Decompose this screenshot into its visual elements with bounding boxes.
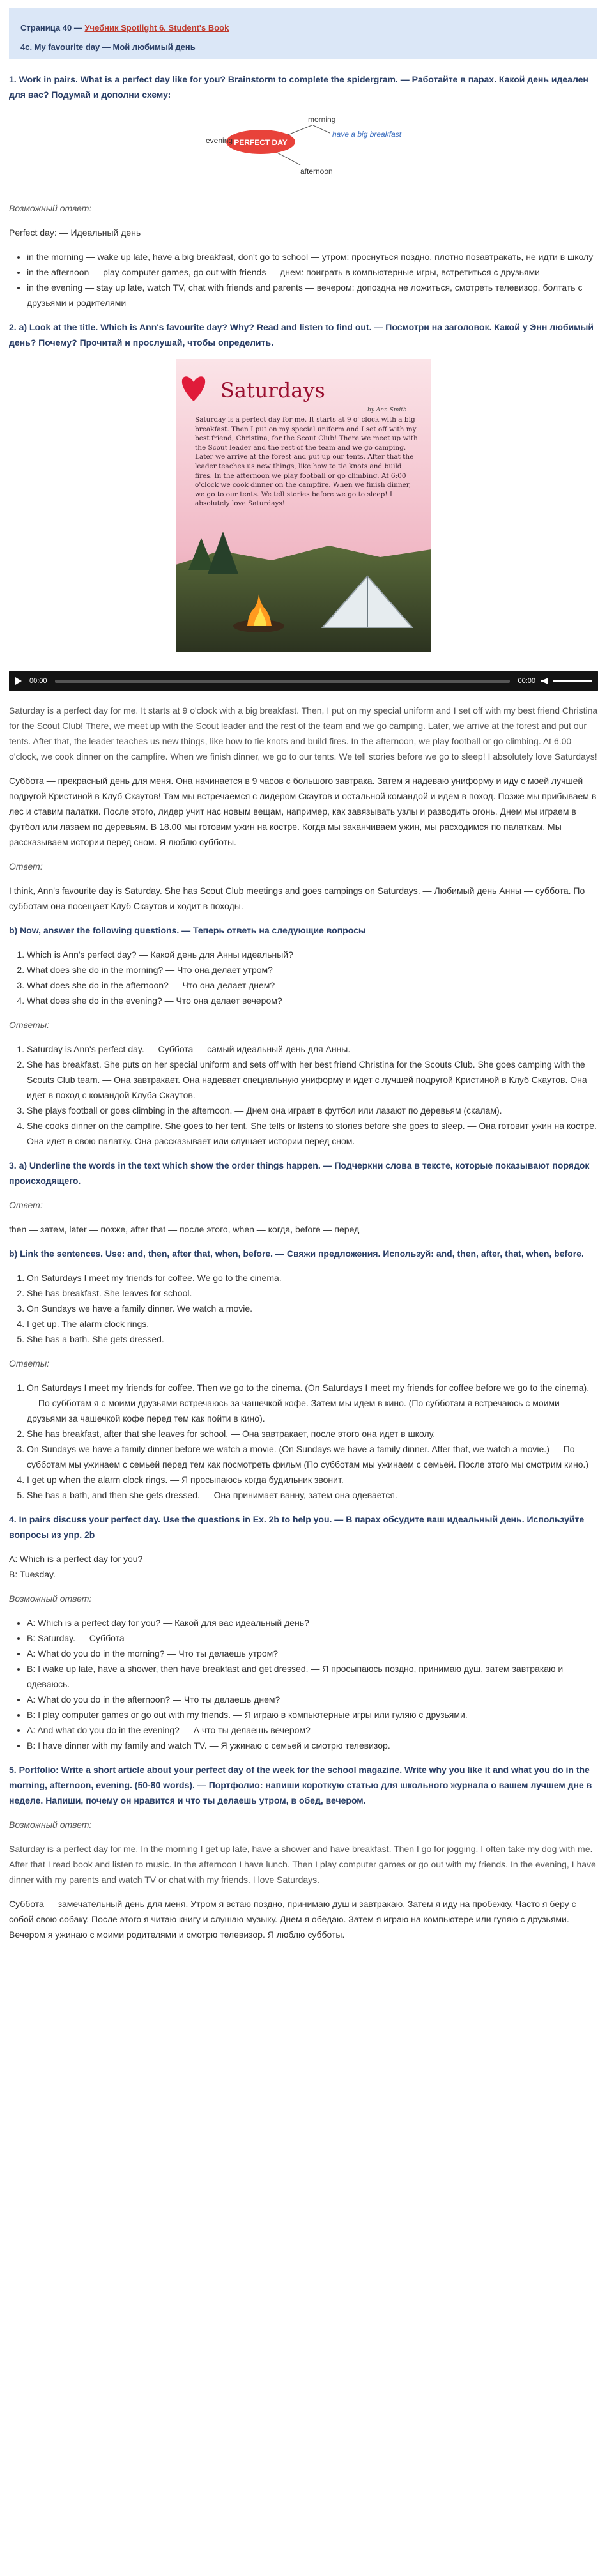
list-item: 5. She has a bath. She gets dressed. — [27, 1331, 598, 1347]
list-item: 3. On Sundays we have a family dinner. We watch a movie. — [27, 1301, 598, 1316]
list-item: 4. She cooks dinner on the campfire. She goes to her tent. She tells or listens to stories before she goes to sleep. — Она готовит ужин на костре. Она идет в свою палатку. Она рассказывает или слушает истории перед сном. — [27, 1118, 598, 1149]
list-item: • A: What do you do in the afternoon? — Что ты делаешь днем? — [27, 1692, 598, 1707]
list-item: • B: I wake up late, have a shower, then have breakfast and get dressed. — Я просыпаюсь поздно, принимаю душ, затем завтракаю и одеваюсь. — [27, 1661, 598, 1692]
spider-evening-label: evening — [206, 136, 233, 145]
main-content — [9, 72, 598, 1951]
ex3a-answer-label: Ответ: — [9, 1200, 43, 1210]
list-item: 5. She has a bath, and then she gets dressed. — Она принимает ванну, затем она одевается. — [27, 1487, 598, 1503]
figure-text-box — [195, 415, 419, 556]
audio-time-total: 00:00 — [518, 677, 535, 685]
ex1-task: 1. Work in pairs. What is a perfect day like for you? Brainstorm to complete the spidergram. — Работайте в парах. Какой день идеален для вас? Подумай и дополни схему: — [9, 74, 588, 100]
list-item: 1. Which is Ann's perfect day? — Какой день для Анны идеальный? — [27, 947, 598, 962]
audio-player[interactable] — [9, 671, 598, 691]
ex5-task: 5. Portfolio: Write a short article about your perfect day of the week for the school magazine. Write why you like it and what you do in the morning, afternoon, evening. (50-80 words). — Портфолио: напиши короткую статью для школьного журнала о вашем лучшем дне в неделе. Напиши, почему он нравится и что ты делаешь утром, в обед, вечером. — [9, 1765, 592, 1805]
list-item: 3. She plays football or goes climbing in the afternoon. — Днем она играет в футбол или лазают по деревьям (скалам). — [27, 1103, 598, 1118]
ex1-possible-label: Возможный ответ: — [9, 203, 92, 213]
ex1-perfect-day: Perfect day: — Идеальный день — [9, 227, 141, 238]
spider-morning-label: morning — [308, 115, 336, 124]
list-item: • A: What do you do in the morning? — Что ты делаешь утром? — [27, 1646, 598, 1661]
ex5-english-text: Saturday is a perfect day for me. In the morning I get up late, have a shower and have breakfast. Then I go for jogging. I often take my dog with me. After that I read book and listen to music. In the afternoon I have lunch. Then I play computer games or go out with my friends. In the evening, I have dinner with my parents and watch TV or chat with my friends. I love Saturdays. — [9, 1844, 596, 1885]
figure-text: Saturday is a perfect day for me. It starts at 9 o' clock with a big breakfast. Then I put on my special uniform and I set off with my best friend, Christina, for the Scout Club! There we meet up with the Scout leader and the rest of the team and we go camping. Later we arrive at the forest and put up our tents. After that the leader teaches us new things, like how to tie knots and build fires. In the afternoon we play football or go climbing. At 6:00 o'clock we cook dinner on the campfire. When we finish dinner, we go to our tents. We tell stories before we go to sleep! I absolutely love Saturdays! — [195, 416, 418, 508]
list-item: 2. What does she do in the morning? — Что она делает утром? — [27, 962, 598, 977]
list-item: 3. On Sundays we have a family dinner before we watch a movie. (On Sundays we have a family dinner. After that, we watch a movie.) — По субботам мы ужинаем с семьей перед тем как посмотреть фильм (По субботам мы ужинаем с семьей. После этого мы смотрим кино.) — [27, 1441, 598, 1472]
list-item: 4. What does she do in the evening? — Что она делает вечером? — [27, 993, 598, 1008]
ex4-possible-label: Возможный ответ: — [9, 1593, 92, 1604]
spidergram — [204, 111, 403, 181]
play-icon[interactable] — [15, 677, 22, 685]
ex3b-items — [9, 1270, 598, 1347]
list-item: 1. Saturday is Ann's perfect day. — Суббота — самый идеальный день для Анны. — [27, 1041, 598, 1057]
list-item: 4. I get up when the alarm clock rings. — Я просыпаюсь когда будильник звонит. — [27, 1472, 598, 1487]
volume-icon[interactable] — [541, 678, 548, 684]
figure-title: Saturdays — [220, 378, 325, 402]
saturdays-figure — [9, 359, 598, 652]
figure-author: by Ann Smith — [367, 407, 407, 413]
list-item: 2. She has breakfast, after that she leaves for school. — Она завтракает, после этого она идет в школу. — [27, 1426, 598, 1441]
book-link[interactable]: Учебник Spotlight 6. Student's Book — [84, 23, 229, 33]
header-box — [9, 8, 597, 59]
saturdays-illustration — [176, 359, 431, 652]
list-item: • A: Which is a perfect day for you? — Какой для вас идеальный день? — [27, 1615, 598, 1630]
ex4-task: 4. In pairs discuss your perfect day. Use the questions in Ex. 2b to help you. — В парах обсудите ваш идеальный день. Используйте вопросы из упр. 2b — [9, 1514, 585, 1540]
ex2a-english-text: Saturday is a perfect day for me. It starts at 9 o'clock with a big breakfast. Then, I put on my special uniform and I set off with my best friend Christina for the Scout Club! There, we meet up with the Scout leader and the rest of the team and we go camping. Later, we arrive at the forest and put our tents. After that, the leader teaches us new things, like how to tie knots and build fires. In the afternoon, we play football or go climbing. At 6.00 o'clock, we cook dinner on the campfire. When we finish dinner, we go to our tents. We tell stories before we go to sleep! I absolutely love Saturdays! — [9, 705, 598, 762]
list-item: • B: I have dinner with my family and watch TV. — Я ужинаю с семьей и смотрю телевизор. — [27, 1738, 598, 1753]
ex4-dialog-a: A: Which is a perfect day for you? — [9, 1554, 143, 1564]
list-item: 3. What does she do in the afternoon? — Что она делает днем? — [27, 977, 598, 993]
ex3b-answers-label: Ответы: — [9, 1358, 50, 1368]
ex2a-russian-text: Суббота — прекрасный день для меня. Она начинается в 9 часов с большого завтрака. Затем я надеваю униформу и иду с моей лучшей подругой Кристиной в Клуб Скаутов! Там мы встречаемся с лидером Скаутов и остальной командой и идем в поход. Позже мы прибываем в лес и ставим палатки. После этого, лидер учит нас новым вещам, например, как завязывать узлы и разводить огонь. Днем мы играем в футбол или лазаем по деревьям. В 18.00 мы готовим ужин на костре. Когда мы заканчиваем ужин, мы расходимся по палаткам. Мы рассказываем истории перед сном. Я люблю субботы. — [9, 776, 597, 847]
list-item: • B: I play computer games or go out with my friends. — Я играю в компьютерные игры или гуляю с друзьями. — [27, 1707, 598, 1722]
ex2b-answers-label: Ответы: — [9, 1020, 50, 1030]
ex4-dialog-list — [9, 1615, 598, 1753]
audio-progress-bar[interactable] — [55, 680, 511, 683]
ex3a-task: 3. a) Underline the words in the text which show the order things happen. — Подчеркни слова в тексте, которые показывают порядок происходящего. — [9, 1160, 590, 1186]
list-item: • B: Saturday. — Суббота — [27, 1630, 598, 1646]
list-item: • A: And what do you do in the evening? — А что ты делаешь вечером? — [27, 1722, 598, 1738]
page-breadcrumb — [20, 23, 590, 33]
list-item: 2. She has breakfast. She leaves for school. — [27, 1285, 598, 1301]
spider-leg-afternoon — [273, 151, 300, 165]
spider-center-label: PERFECT DAY — [234, 138, 288, 147]
spider-leg-answer — [313, 125, 330, 133]
list-item: • in the afternoon — play computer games, go out with friends — днем: поиграть в компьютерные игры, встретиться с друзьями — [27, 264, 598, 280]
page-label: Страница 40 — — [20, 23, 85, 33]
ex2a-answer-label: Ответ: — [9, 861, 43, 871]
ex5-possible-label: Возможный ответ: — [9, 1820, 92, 1830]
ex1-list — [9, 249, 598, 310]
ex3b-task: b) Link the sentences. Use: and, then, after that, when, before. — Свяжи предложения. Используй: and, then, after, that, when, before. — [9, 1248, 584, 1259]
volume-slider[interactable] — [553, 680, 592, 682]
spider-afternoon-label: afternoon — [300, 167, 333, 176]
list-item: 4. I get up. The alarm clock rings. — [27, 1316, 598, 1331]
list-item: • in the morning — wake up late, have a big breakfast, don't go to school — утром: проснуться поздно, плотно позавтракать, не идти в школу — [27, 249, 598, 264]
ex3a-answer: then — затем, later — позже, after that — после этого, when — когда, before — перед — [9, 1224, 360, 1234]
ex4-dialog-b: B: Tuesday. — [9, 1569, 56, 1579]
ex2b-task: b) Now, answer the following questions. — Теперь ответь на следующие вопросы — [9, 925, 366, 935]
audio-time-current: 00:00 — [29, 677, 47, 685]
ex2a-task: 2. a) Look at the title. Which is Ann's favourite day? Why? Read and listen to find out. — Посмотри на заголовок. Какой у Энн любимый день? Почему? Прочитай и прослушай, чтобы определить. — [9, 322, 594, 348]
ex2b-questions — [9, 947, 598, 1008]
ex5-russian-text: Суббота — замечательный день для меня. Утром я встаю поздно, принимаю душ и завтракаю. Затем я иду на пробежку. Часто я беру с собой свою собаку. После этого я читаю книгу и слушаю музыку. Днем я обедаю. Затем я играю на компьютере или гуляю с друзьями. Вечером я ужинаю с моими родителями и смотрю телевизор. Я люблю субботы. — [9, 1899, 576, 1940]
list-item: 1. On Saturdays I meet my friends for coffee. We go to the cinema. — [27, 1270, 598, 1285]
list-item: • in the evening — stay up late, watch TV, chat with friends and parents — вечером: допоздна не ложиться, смотреть телевизор, болтать с друзьями и родителями — [27, 280, 598, 310]
ex2b-answers — [9, 1041, 598, 1149]
list-item: 1. On Saturdays I meet my friends for coffee. Then we go to the cinema. (On Saturdays I meet my friends for coffee before we go to the cinema). — По субботам я с моими друзьями встречаюсь за чашечкой кофе. Затем мы идем в кино. (По субботам я встречаюсь с моими друзьями за чашечкой кофе перед тем как пойти в кино). — [27, 1380, 598, 1426]
ex3b-answers — [9, 1380, 598, 1503]
lesson-title: 4c. My favourite day — Мой любимый день — [20, 42, 196, 52]
spider-answer-label: have a big breakfast — [332, 130, 402, 139]
ex2a-answer: I think, Ann's favourite day is Saturday. She has Scout Club meetings and goes campings on Saturdays. — Любимый день Анны — суббота. По субботам она посещает Клуб Скаутов и ходит в походы. — [9, 885, 585, 911]
list-item: 2. She has breakfast. She puts on her special uniform and sets off with her best friend Christina for the Scouts Club. She goes camping with the Scouts Club team. — Она завтракает. Она надевает специальную униформу и идет с лучшей подругой Кристиной в Клуб Скаутов. Она идет в поход с командой Клуба Скаутов. — [27, 1057, 598, 1103]
spidergram-figure — [9, 111, 598, 181]
